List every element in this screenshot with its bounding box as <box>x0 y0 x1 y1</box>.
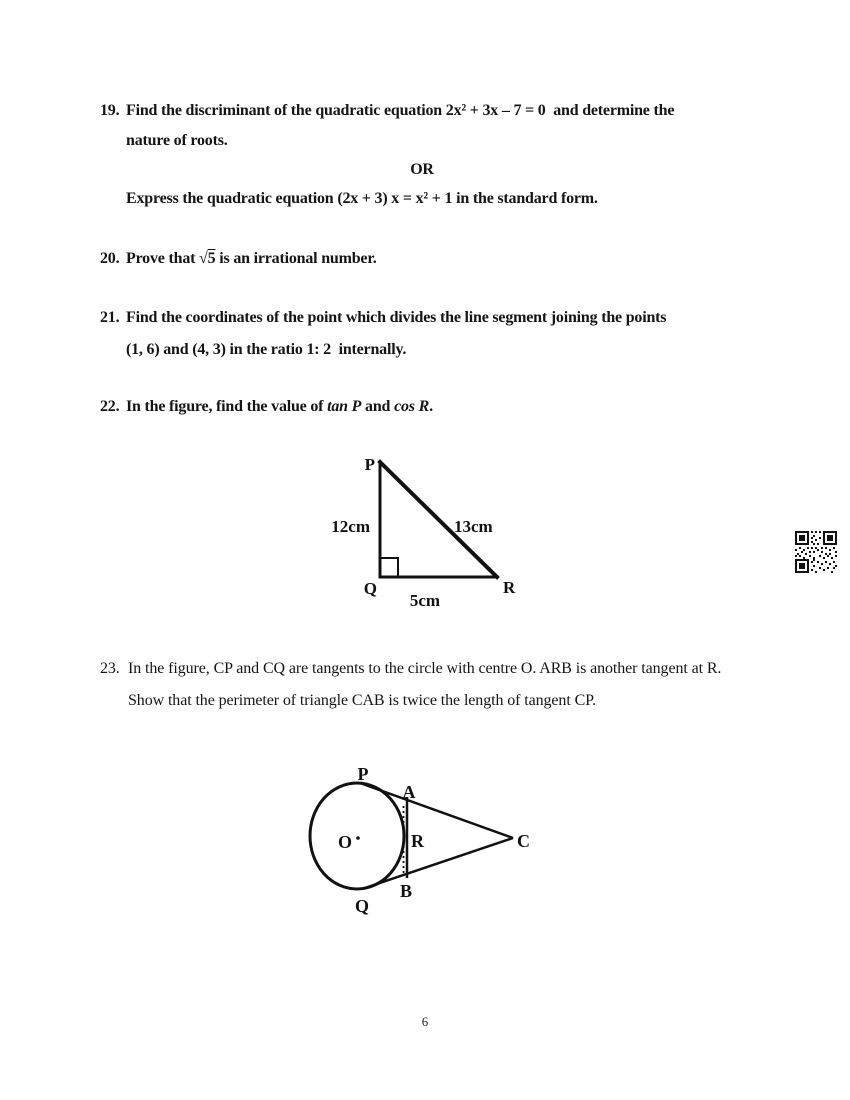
question-22-text: In the figure, find the value of tan P and cos R. <box>126 398 433 415</box>
circle-label-p: P <box>357 764 369 784</box>
question-20-text: Prove that √5 is an irrational number. <box>126 250 377 267</box>
tangent-cq <box>362 838 513 889</box>
question-19-alt: Express the quadratic equation (2x + 3) x = x² + 1 in the standard form. <box>126 190 598 207</box>
triangle-label-r: R <box>503 578 516 597</box>
circle-label-b: B <box>399 881 413 901</box>
qr-code <box>795 531 837 573</box>
circle-label-r: R <box>411 831 424 851</box>
question-21-text: Find the coordinates of the point which divides the line segment joining the points <box>126 309 667 326</box>
equation-standard-form: (2x + 3) x = x² + 1 <box>337 190 453 207</box>
question-22-number: 22. <box>100 398 120 415</box>
circle-label-c: C <box>517 831 530 851</box>
question-23-line1 <box>100 659 721 679</box>
question-21-line2: (1, 6) and (4, 3) in the ratio 1: 2 internally. <box>126 341 407 358</box>
triangle-side-label-13cm: 13cm <box>454 517 493 536</box>
centre-dot <box>356 836 360 840</box>
question-22 <box>100 397 433 417</box>
radicand: 5 <box>207 250 216 267</box>
question-20 <box>100 249 377 269</box>
circle-label-o: O <box>337 832 353 852</box>
triangle-label-q: Q <box>363 579 377 598</box>
triangle-label-p: P <box>364 455 375 474</box>
circle-tangents-figure <box>300 758 545 923</box>
math-tan-p: tan P <box>327 398 362 415</box>
math-cos-r: cos R <box>394 398 430 415</box>
or-separator: OR <box>410 161 434 178</box>
circle <box>310 783 404 889</box>
circle-label-q: Q <box>354 896 370 916</box>
question-23-line2: Show that the perimeter of triangle CAB is twice the length of tangent CP. <box>128 692 597 709</box>
question-19-line1 <box>100 101 674 121</box>
page-number: 6 <box>421 1014 429 1029</box>
tangent-cp <box>360 783 513 838</box>
question-19-number: 19. <box>100 102 120 119</box>
question-19-line2: nature of roots. <box>126 132 228 149</box>
triangle-side-label-5cm: 5cm <box>409 591 441 610</box>
question-21-number: 21. <box>100 309 120 326</box>
question-21-line1 <box>100 308 666 328</box>
circle-label-a: A <box>402 782 416 802</box>
question-23-number: 23. <box>100 660 120 677</box>
question-23-text: In the figure, CP and CQ are tangents to the circle with centre O. ARB is another tangent at R. <box>128 660 722 677</box>
right-angle-marker <box>380 558 398 577</box>
triangle-side-label-12cm: 12cm <box>331 517 370 536</box>
radical-sign: √ <box>199 250 208 267</box>
triangle-figure <box>320 445 520 615</box>
question-19-text: Find the discriminant of the quadratic equation 2x² + 3x – 7 = 0 and determine the <box>126 102 675 119</box>
equation-quadratic: 2x² + 3x – 7 = 0 <box>445 102 546 119</box>
question-20-number: 20. <box>100 250 120 267</box>
